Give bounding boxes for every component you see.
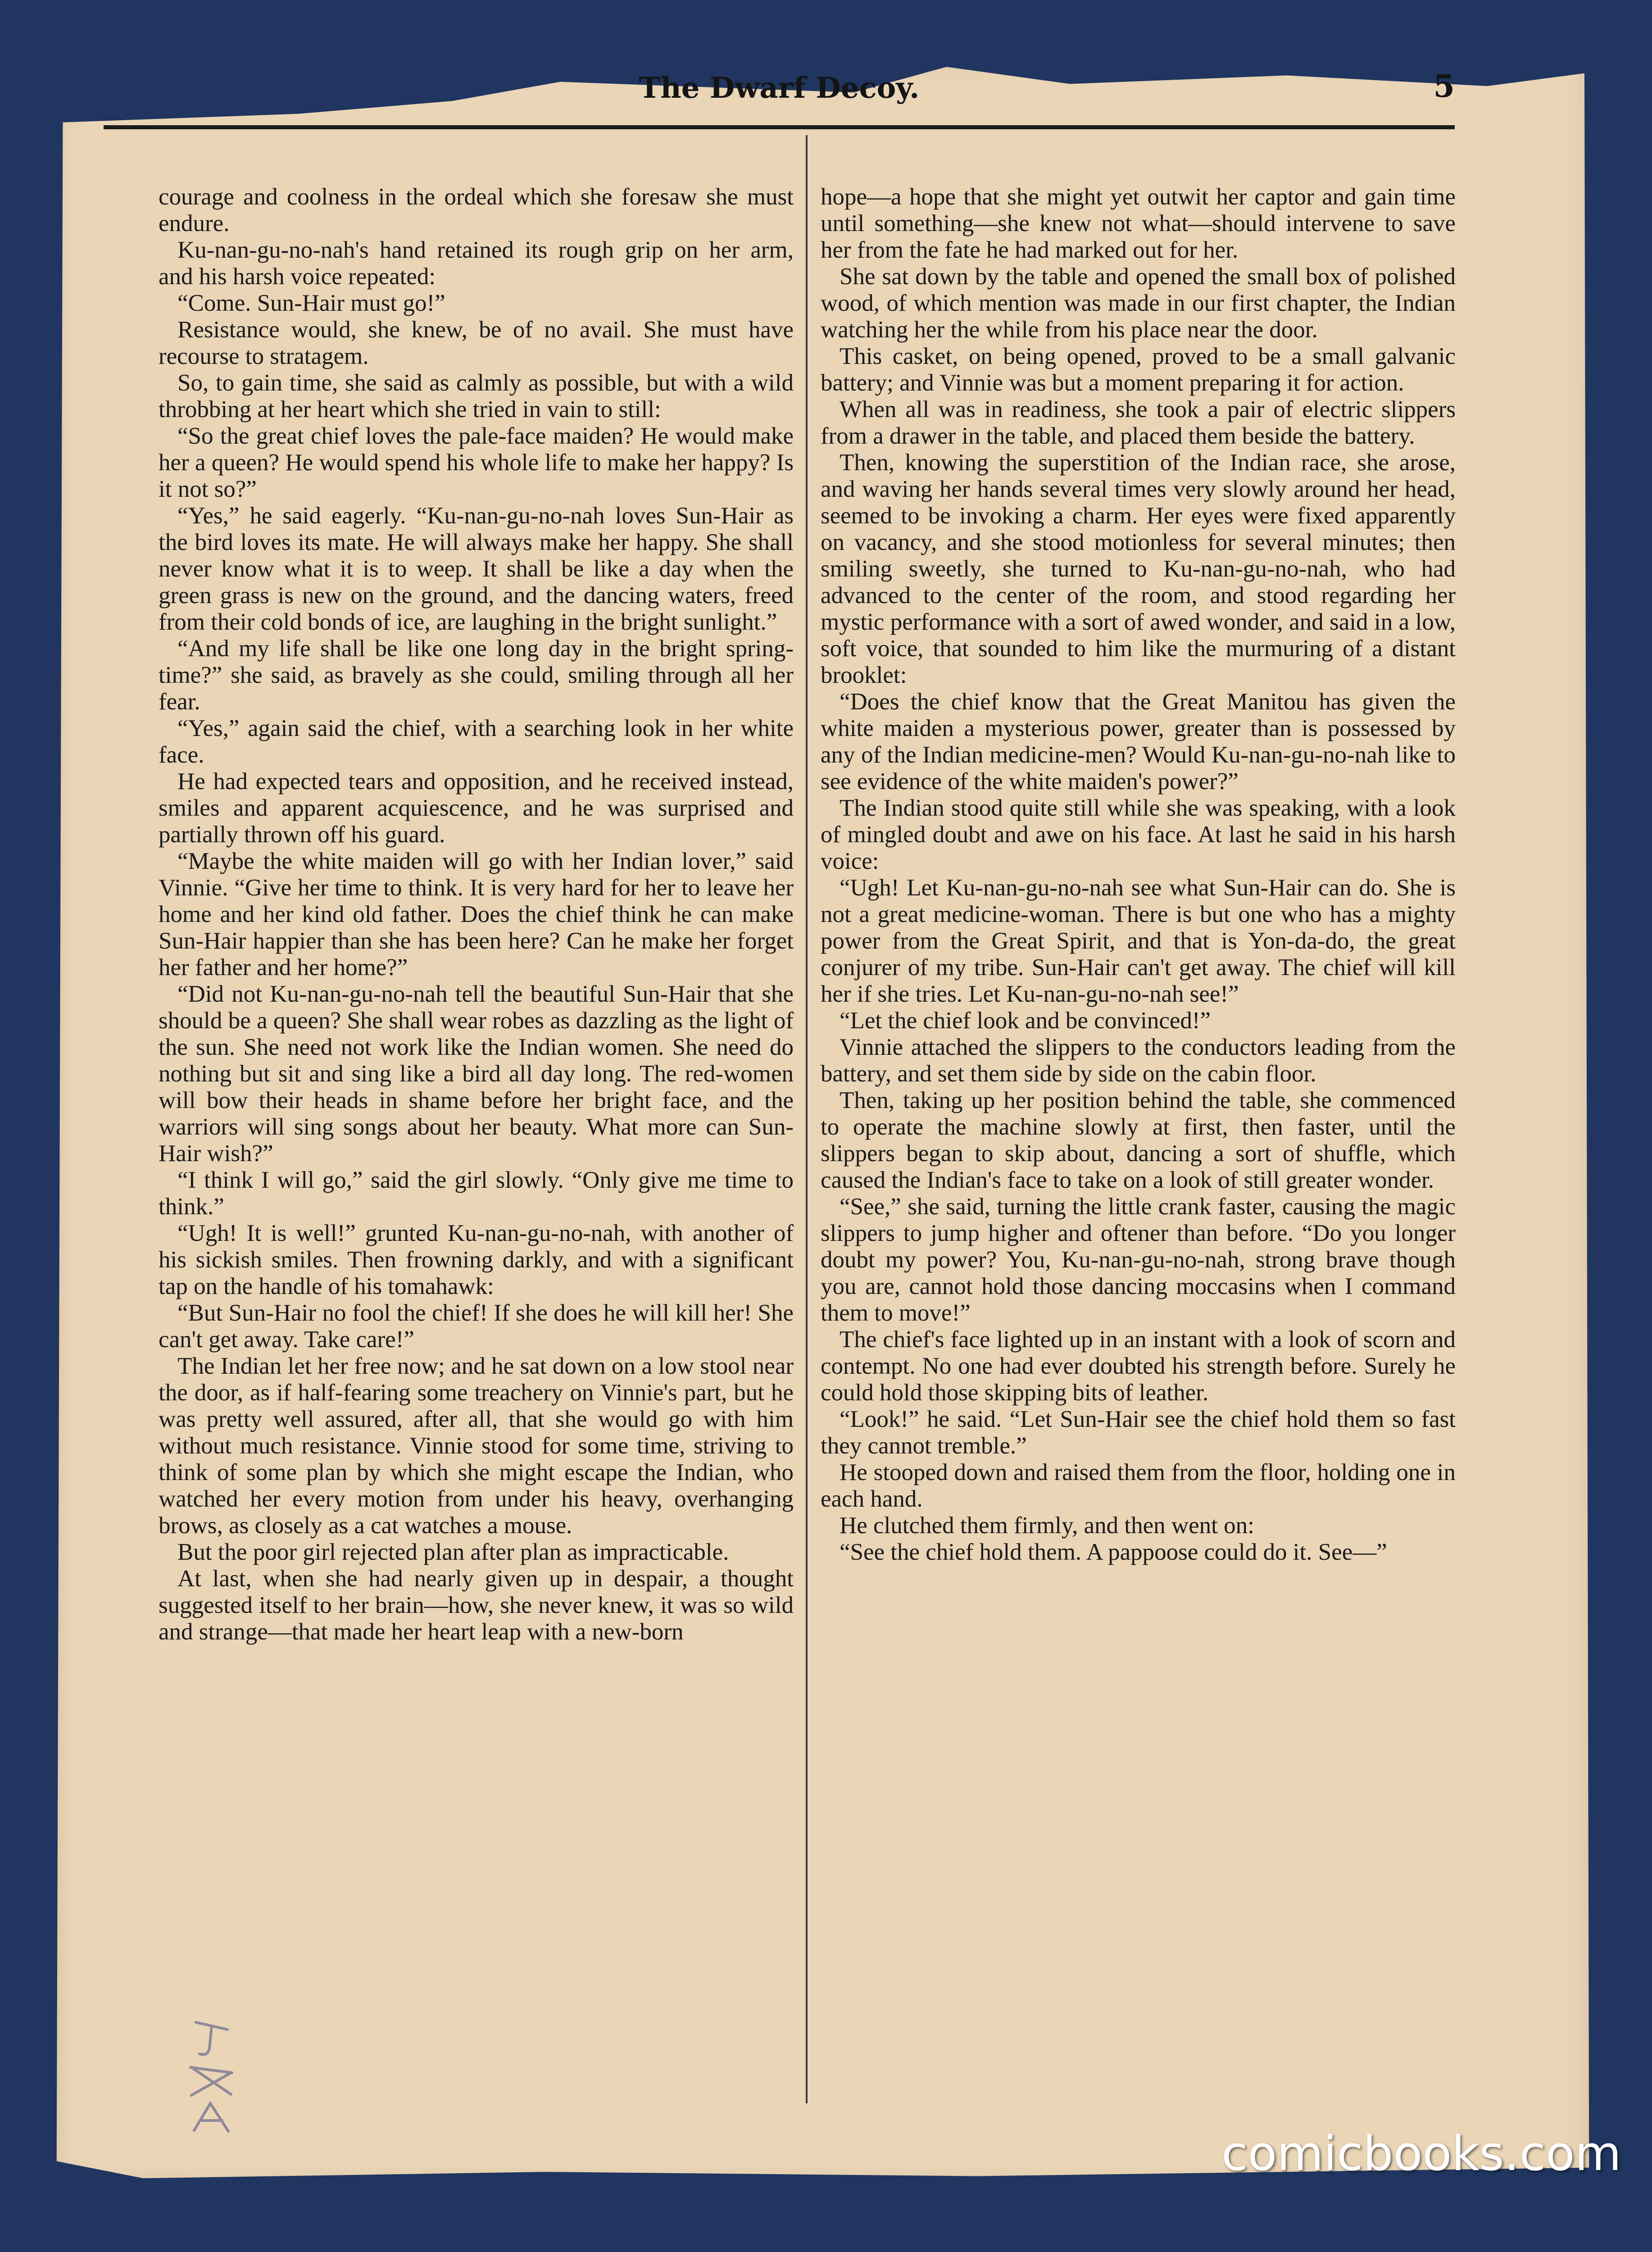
paragraph: The Indian stood quite still while she was speaking, with a look of mingled doubt and awe on his face. At last he said in his harsh voice: <box>821 795 1456 874</box>
paragraph: courage and coolness in the ordeal which she foresaw she must endure. <box>159 184 794 236</box>
paragraph: “Look!” he said. “Let Sun-Hair see the chief hold them so fast they cannot tremble.” <box>821 1406 1456 1459</box>
paragraph: “I think I will go,” said the girl slowly. “Only give me time to think.” <box>159 1167 794 1220</box>
paragraph: “Yes,” again said the chief, with a searching look in her white face. <box>159 715 794 768</box>
paragraph: When all was in readiness, she took a pair of electric slippers from a drawer in the table, and placed them beside the battery. <box>821 396 1456 449</box>
paragraph: Resistance would, she knew, be of no avail. She must have recourse to stratagem. <box>159 317 794 369</box>
paragraph: But the poor girl rejected plan after plan as impracticable. <box>177 1539 729 1565</box>
paragraph: “And my life shall be like one long day in the bright spring-time?” she said, as bravely as she could, smiling through all her fear. <box>159 636 794 715</box>
paragraph: “So the great chief loves the pale-face maiden? He would make her a queen? He would spend his whole life to make her happy? Is it not so?” <box>159 423 794 502</box>
paragraph: “See,” she said, turning the little crank faster, causing the magic slippers to jump higher and oftener than before. “Do you longer doubt my power? You, Ku-nan-gu-no-nah, strong brave though you are, cannot hold those dancing moccasins when I command them to move!” <box>821 1194 1456 1326</box>
paragraph: “See the chief hold them. A pappoose could do it. See—” <box>840 1539 1387 1565</box>
paragraph: The chief's face lighted up in an instant with a look of scorn and contempt. No one had ever doubted his strength before. Surely he could hold those skipping bits of leather. <box>821 1326 1456 1406</box>
paragraph: Vinnie attached the slippers to the conductors leading from the battery, and set them side by side on the cabin floor. <box>821 1034 1456 1087</box>
story-title: The Dwarf Decoy. <box>639 71 920 105</box>
page-number: 5 <box>1433 68 1455 104</box>
left-column <box>159 184 794 1645</box>
paragraph: hope—a hope that she might yet outwit her captor and gain time until something—she knew not what—should intervene to save her from the fate he had marked out for her. <box>821 184 1456 263</box>
paragraph: “Does the chief know that the Great Manitou has given the white maiden a mysterious power, greater than is possessed by any of the Indian medicine-men? Would Ku-nan-gu-no-nah like to see evidence of the white maiden's power?” <box>821 689 1456 795</box>
paragraph: He had expected tears and opposition, and he received instead, smiles and apparent acquiescence, and he was surprised and partially thrown off his guard. <box>159 768 794 848</box>
paragraph: She sat down by the table and opened the small box of polished wood, of which mention was made in our first chapter, the Indian watching her the while from his place near the door. <box>821 263 1456 343</box>
paragraph: “Let the chief look and be convinced!” <box>840 1008 1211 1034</box>
right-column <box>821 184 1456 1566</box>
paragraph: So, to gain time, she said as calmly as possible, but with a wild throbbing at her heart which she tried in vain to still: <box>159 370 794 422</box>
column-divider <box>806 135 808 2103</box>
paragraph: “Ugh! It is well!” grunted Ku-nan-gu-no-nah, with another of his sickish smiles. Then frowning darkly, and with a significant tap on the handle of his tomahawk: <box>159 1220 794 1299</box>
paragraph: “But Sun-Hair no fool the chief! If she does he will kill her! She can't get away. Take care!” <box>159 1300 794 1353</box>
paragraph: He stooped down and raised them from the floor, holding one in each hand. <box>821 1459 1456 1512</box>
paragraph: Then, taking up her position behind the table, she commenced to operate the machine slowly at first, then faster, until the slippers began to skip about, dancing a sort of shuffle, which caused the Indian's face to take on a look of still greater wonder. <box>821 1087 1456 1193</box>
paragraph: Ku-nan-gu-no-nah's hand retained its rough grip on her arm, and his harsh voice repeated: <box>159 237 794 290</box>
page-header <box>104 63 1455 117</box>
watermark: comicbooks.com <box>1221 2126 1621 2181</box>
paragraph: “Come. Sun-Hair must go!” <box>177 290 445 316</box>
paragraph: “Maybe the white maiden will go with her Indian lover,” said Vinnie. “Give her time to think. It is very hard for her to leave her home and her kind old father. Does the chief think he can make Sun-Hair happier than she has been here? Can he make her forget her father and her home?” <box>159 848 794 981</box>
paragraph: “Did not Ku-nan-gu-no-nah tell the beautiful Sun-Hair that she should be a queen? She shall wear robes as dazzling as the light of the sun. She need not work like the Indian women. She need do nothing but sit and sing like a bird all day long. The red-women will bow their heads in shame before her bright face, and the warriors will sing songs about her beauty. What more can Sun-Hair wish?” <box>159 981 794 1167</box>
pencil-annotation <box>178 2013 245 2139</box>
paragraph: This casket, on being opened, proved to be a small galvanic battery; and Vinnie was but a moment preparing it for action. <box>821 343 1456 396</box>
paragraph: “Yes,” he said eagerly. “Ku-nan-gu-no-nah loves Sun-Hair as the bird loves its mate. He will always make her happy. She shall never know what it is to weep. It shall be like a day when the green grass is new on the ground, and the dancing waters, freed from their cold bonds of ice, are laughing in the bright sunlight.” <box>159 503 794 635</box>
paragraph: Then, knowing the superstition of the Indian race, she arose, and waving her hands several times very slowly around her head, seemed to be invoking a charm. Her eyes were fixed apparently on vacancy, and she stood motionless for several minutes; then smiling sweetly, she turned to Ku-nan-gu-no-nah, who had advanced to the center of the room, and stood regarding her mystic performance with a sort of awed wonder, and said in a low, soft voice, that sounded to him like the murmuring of a distant brooklet: <box>821 449 1456 688</box>
header-rule <box>104 125 1455 129</box>
paragraph: At last, when she had nearly given up in despair, a thought suggested itself to her brain—how, she never knew, it was so wild and strange—that made her heart leap with a new-born <box>159 1566 794 1645</box>
paragraph: The Indian let her free now; and he sat down on a low stool near the door, as if half-fearing some treachery on Vinnie's part, but he was pretty well assured, after all, that she would go with him without much resistance. Vinnie stood for some time, striving to think of some plan by which she might escape the Indian, who watched her every motion from under his heavy, overhanging brows, as closely as a cat watches a mouse. <box>159 1353 794 1539</box>
paragraph: He clutched them firmly, and then went on: <box>840 1512 1254 1539</box>
paragraph: “Ugh! Let Ku-nan-gu-no-nah see what Sun-Hair can do. She is not a great medicine-woman. There is but one who has a mighty power from the Great Spirit, and that is Yon-da-do, the great conjurer of my tribe. Sun-Hair can't get away. The chief will kill her if she tries. Let Ku-nan-gu-no-nah see!” <box>821 875 1456 1007</box>
